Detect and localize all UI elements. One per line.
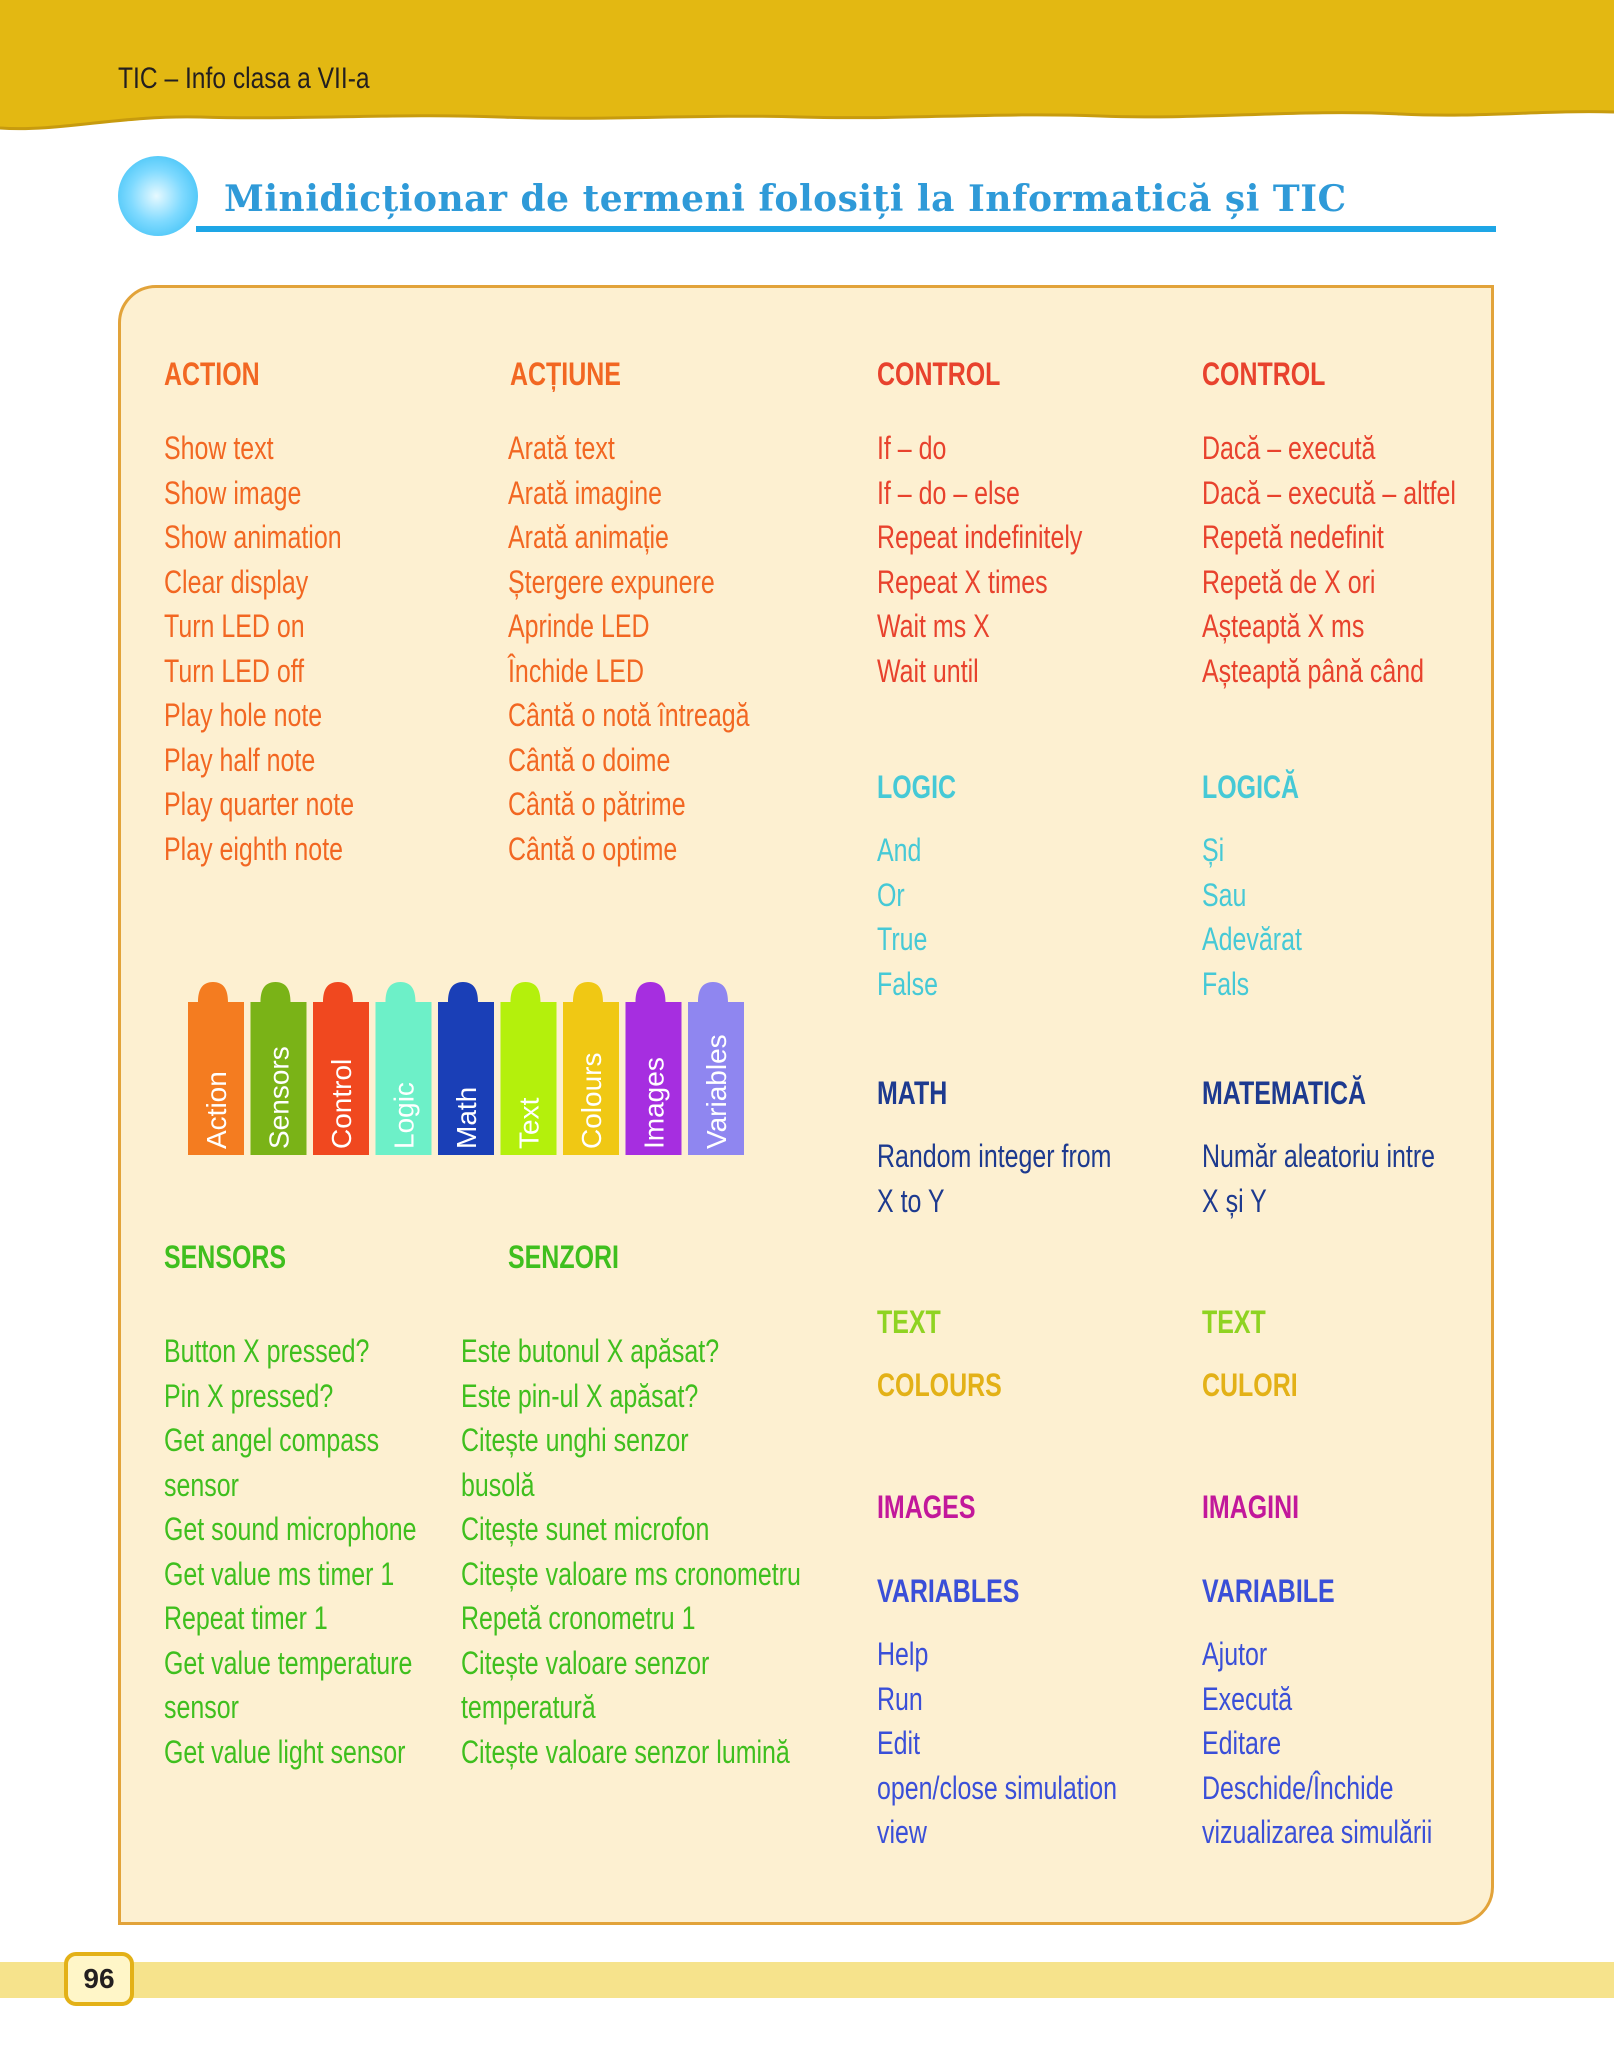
list-item: Cântă o notă întreagă [508, 697, 750, 733]
list-item: Edit [877, 1725, 921, 1761]
list-item: Run [877, 1680, 923, 1717]
math-heading-en: MATH [877, 1075, 948, 1111]
math-heading-ro: MATEMATICĂ [1202, 1075, 1367, 1111]
block-logic [376, 982, 432, 1155]
list-item: Adevărat [1202, 921, 1302, 957]
list-item: Show text [164, 430, 274, 466]
math-list-en [877, 1134, 1111, 1223]
list-item: temperatură [461, 1689, 596, 1725]
logic-heading-ro: LOGICĂ [1202, 769, 1300, 805]
list-item: Fals [1202, 965, 1250, 1002]
images-heading-en: IMAGES [877, 1489, 976, 1525]
list-item: Citește valoare ms cronometru [461, 1555, 801, 1592]
list-item: Număr aleatoriu intre [1202, 1138, 1436, 1174]
title-underline [196, 226, 1496, 232]
list-item: And [877, 832, 922, 868]
list-item: Citește sunet microfon [461, 1511, 710, 1547]
action-list-ro [508, 426, 749, 871]
list-item: Clear display [164, 563, 309, 600]
block-label: Action [201, 1071, 232, 1149]
bottom-band [0, 1962, 1614, 1998]
header-title: TIC – Info clasa a VII-a [118, 62, 370, 95]
category-blocks-illustration [188, 980, 748, 1155]
list-item: Este butonul X apăsat? [461, 1333, 720, 1369]
list-item: X și Y [1202, 1182, 1267, 1219]
control-list-ro [1202, 426, 1456, 693]
variables-list-en [877, 1632, 1117, 1855]
action-heading-ro: ACȚIUNE [510, 356, 621, 392]
list-item: Ștergere expunere [508, 563, 715, 600]
images-heading-ro: IMAGINI [1202, 1489, 1300, 1525]
title-bullet-icon [118, 156, 198, 236]
list-item: Repetă nedefinit [1202, 519, 1384, 555]
list-item: Get angel compass [164, 1422, 380, 1458]
control-heading-en: CONTROL [877, 356, 1001, 392]
colours-heading-en: COLOURS [877, 1367, 1002, 1403]
block-label: Variables [701, 1034, 732, 1149]
list-item: Play eighth note [164, 830, 344, 867]
list-item: Repetă de X ori [1202, 563, 1376, 600]
list-item: Așteaptă până când [1202, 652, 1425, 689]
list-item: vizualizarea simulării [1202, 1814, 1433, 1850]
logic-heading-en: LOGIC [877, 769, 957, 805]
action-heading-en: ACTION [164, 356, 260, 392]
block-label: Images [638, 1057, 670, 1149]
list-item: sensor [164, 1689, 239, 1725]
list-item: Help [877, 1636, 929, 1672]
list-item: Show image [164, 474, 302, 511]
block-text [501, 982, 557, 1155]
list-item: Wait ms X [877, 608, 990, 644]
list-item: Play quarter note [164, 786, 355, 822]
list-item: Or [877, 876, 905, 913]
list-item: view [877, 1814, 927, 1850]
list-item: Ajutor [1202, 1636, 1268, 1672]
block-label: Control [326, 1058, 357, 1149]
list-item: Repeat timer 1 [164, 1600, 328, 1636]
list-item: Turn LED off [164, 652, 305, 689]
sensors-list-ro [461, 1329, 801, 1774]
list-item: Cântă o doime [508, 741, 671, 778]
list-item: Play hole note [164, 697, 323, 733]
list-item: Random integer from [877, 1138, 1112, 1174]
block-action [188, 982, 244, 1155]
list-item: Get value temperature [164, 1644, 413, 1681]
text-heading-en: TEXT [877, 1304, 941, 1340]
list-item: If – do – else [877, 474, 1020, 511]
list-item: Repeat X times [877, 563, 1048, 600]
control-list-en [877, 426, 1082, 693]
block-math [438, 982, 494, 1155]
list-item: busolă [461, 1466, 535, 1503]
list-item: Este pin-ul X apăsat? [461, 1377, 699, 1414]
list-item: Get value ms timer 1 [164, 1555, 395, 1592]
list-item: Așteaptă X ms [1202, 608, 1365, 644]
control-heading-ro: CONTROL [1202, 356, 1326, 392]
block-label: Text [513, 1097, 545, 1149]
block-images [626, 982, 682, 1155]
variables-heading-ro: VARIABILE [1202, 1573, 1335, 1609]
block-colours [563, 982, 619, 1155]
list-item: Execută [1202, 1680, 1293, 1717]
list-item: Wait until [877, 652, 979, 689]
block-label: Logic [388, 1082, 420, 1149]
list-item: Get sound microphone [164, 1511, 417, 1547]
list-item: Deschide/Închide [1202, 1769, 1394, 1806]
page-title: Minidicționar de termeni folosiți la Informatică și TIC [224, 178, 1347, 220]
list-item: Repeat indefinitely [877, 519, 1083, 555]
list-item: Citește valoare senzor lumină [461, 1733, 790, 1770]
list-item: Editare [1202, 1725, 1282, 1761]
list-item: Arată animație [508, 519, 669, 555]
list-item: Play half note [164, 741, 316, 778]
text-heading-ro: TEXT [1202, 1304, 1266, 1340]
logic-list-en [877, 828, 938, 1006]
list-item: Show animation [164, 519, 342, 555]
list-item: If – do [877, 430, 947, 466]
list-item: Citește valoare senzor [461, 1644, 710, 1681]
block-control [313, 982, 369, 1155]
list-item: Turn LED on [164, 608, 305, 644]
block-label: Math [451, 1086, 482, 1149]
sensors-heading-ro: SENZORI [508, 1239, 619, 1275]
list-item: False [877, 965, 939, 1002]
list-item: Repetă cronometru 1 [461, 1600, 696, 1636]
logic-list-ro [1202, 828, 1302, 1006]
list-item: Arată text [508, 430, 615, 466]
list-item: Citește unghi senzor [461, 1422, 689, 1458]
list-item: Button X pressed? [164, 1333, 370, 1369]
block-sensors [251, 982, 307, 1155]
block-variables [688, 982, 744, 1155]
list-item: Get value light sensor [164, 1733, 406, 1770]
list-item: Și [1202, 832, 1225, 868]
block-label: Colours [576, 1052, 607, 1149]
sensors-heading-en: SENSORS [164, 1239, 287, 1275]
list-item: Sau [1202, 876, 1247, 913]
list-item: X to Y [877, 1182, 945, 1219]
list-item: Pin X pressed? [164, 1377, 334, 1414]
list-item: Aprinde LED [508, 608, 650, 644]
list-item: Dacă – execută [1202, 430, 1376, 466]
list-item: open/close simulation [877, 1769, 1118, 1806]
colours-heading-ro: CULORI [1202, 1367, 1298, 1403]
list-item: sensor [164, 1466, 239, 1503]
list-item: Arată imagine [508, 474, 663, 511]
variables-heading-en: VARIABLES [877, 1573, 1020, 1609]
list-item: Cântă o optime [508, 830, 678, 867]
list-item: Închide LED [508, 652, 644, 689]
action-list-en [164, 426, 354, 871]
sensors-list-en [164, 1329, 417, 1774]
math-list-ro [1202, 1134, 1435, 1223]
list-item: Dacă – execută – altfel [1202, 474, 1456, 511]
page-number: 96 [64, 1952, 134, 2006]
list-item: True [877, 921, 928, 957]
variables-list-ro [1202, 1632, 1432, 1855]
list-item: Cântă o pătrime [508, 786, 686, 822]
block-label: Sensors [263, 1046, 295, 1149]
